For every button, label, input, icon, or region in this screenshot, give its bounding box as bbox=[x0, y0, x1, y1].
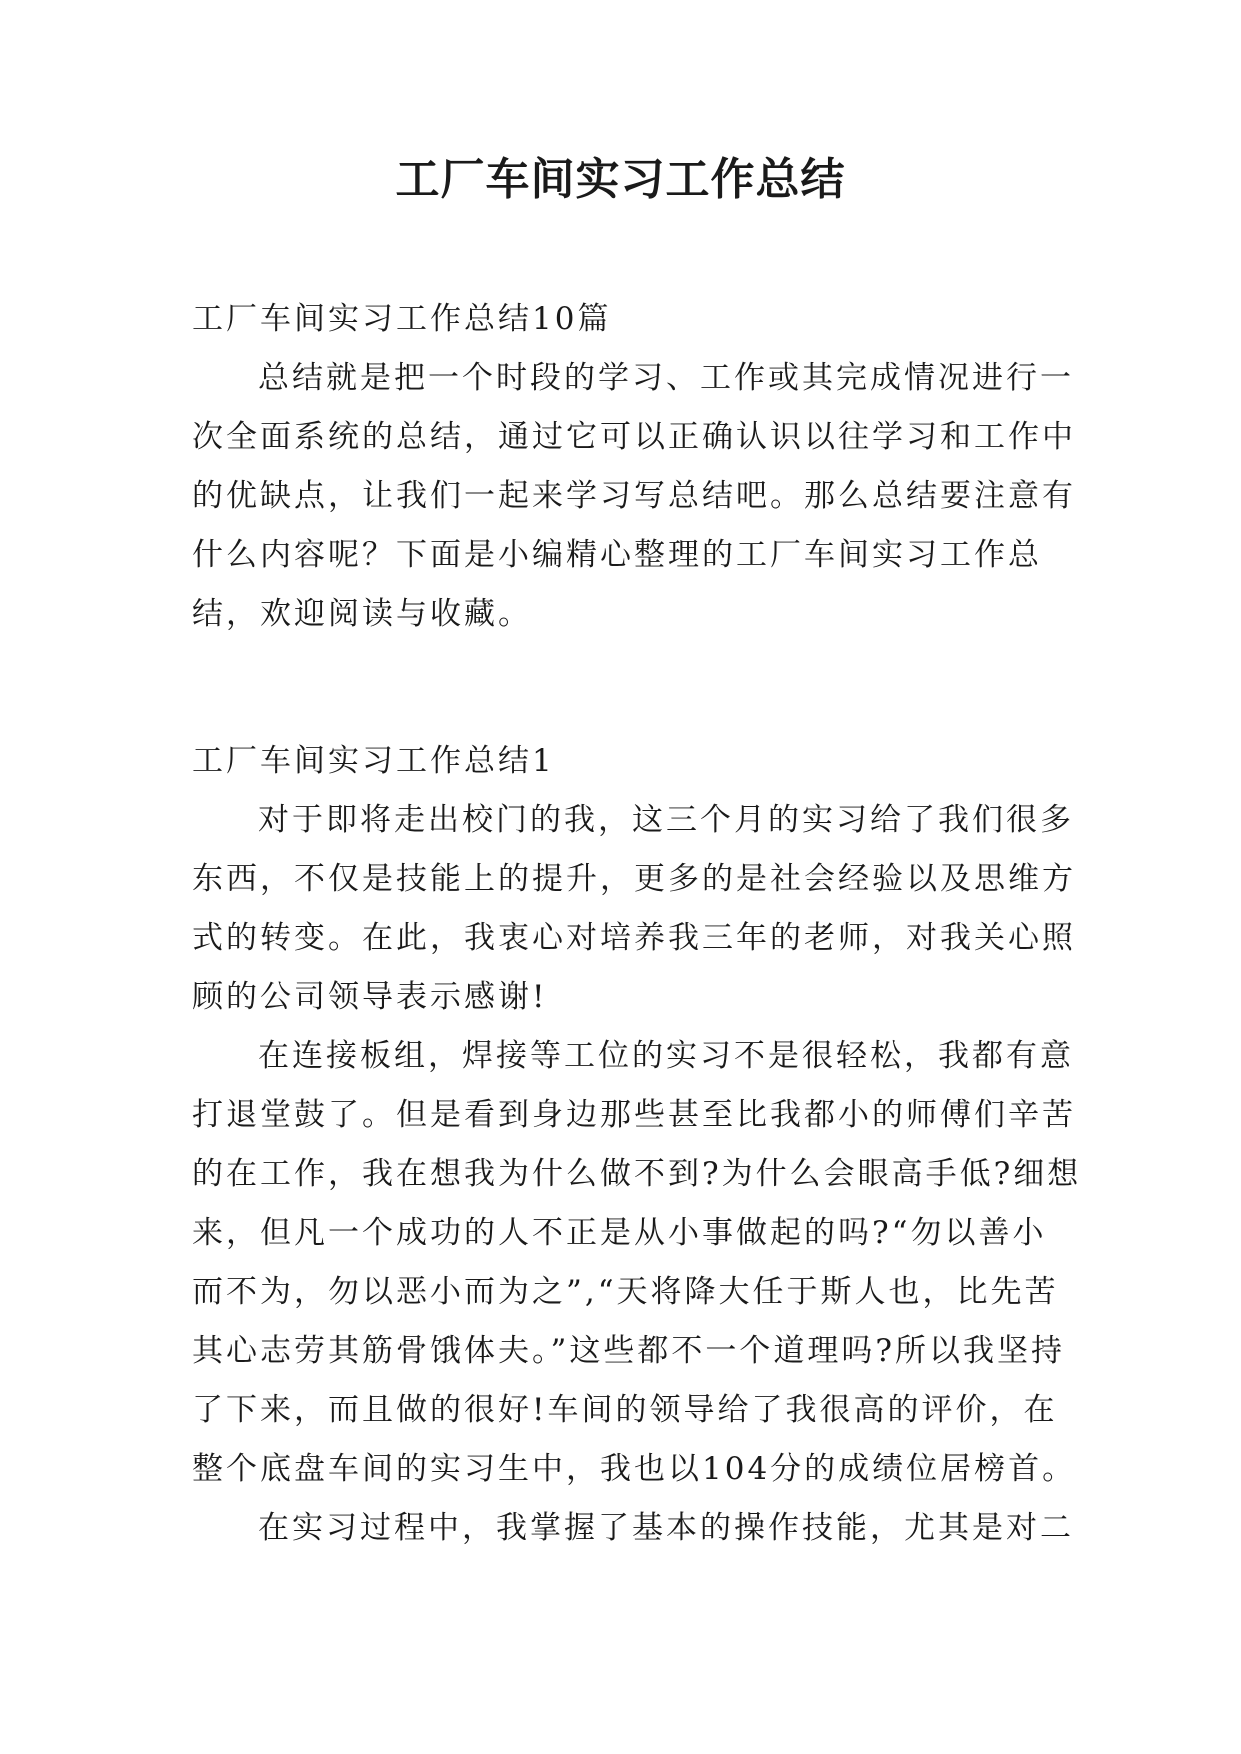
intro-paragraph bbox=[192, 349, 1076, 644]
section-heading: 工厂车间实习工作总结1 bbox=[192, 743, 555, 779]
paragraph-line: 的在工作，我在想我为什么做不到?为什么会眼高手低?细想 bbox=[192, 1156, 1082, 1192]
paragraph-2 bbox=[192, 1027, 1082, 1499]
document-title: 工厂车间实习工作总结 bbox=[395, 154, 846, 205]
paragraph-line: 在实习过程中，我掌握了基本的操作技能，尤其是对二 bbox=[258, 1510, 1074, 1546]
intro-line: 什么内容呢？下面是小编精心整理的工厂车间实习工作总 bbox=[192, 537, 1042, 573]
paragraph-line: 对于即将走出校门的我，这三个月的实习给了我们很多 bbox=[258, 802, 1074, 838]
intro-line: 总结就是把一个时段的学习、工作或其完成情况进行一 bbox=[258, 360, 1074, 396]
paragraph-line: 在连接板组，焊接等工位的实习不是很轻松，我都有意 bbox=[258, 1038, 1074, 1074]
paragraph-line: 而不为，勿以恶小而为之”,“天将降大任于斯人也，比先苦 bbox=[192, 1274, 1059, 1310]
paragraph-3 bbox=[192, 1499, 1074, 1558]
paragraph-line: 打退堂鼓了。但是看到身边那些甚至比我都小的师傅们辛苦 bbox=[192, 1097, 1076, 1133]
intro-line: 次全面系统的总结，通过它可以正确认识以往学习和工作中 bbox=[192, 419, 1076, 455]
paragraph-line: 来，但凡一个成功的人不正是从小事做起的吗?“勿以善小 bbox=[192, 1215, 1047, 1251]
paragraph-line: 顾的公司领导表示感谢! bbox=[192, 979, 548, 1015]
document-body bbox=[192, 290, 1082, 1558]
paragraph-line: 东西，不仅是技能上的提升，更多的是社会经验以及思维方 bbox=[192, 861, 1076, 897]
document-subtitle: 工厂车间实习工作总结10篇 bbox=[192, 301, 612, 337]
paragraph-line: 式的转变。在此，我衷心对培养我三年的老师，对我关心照 bbox=[192, 920, 1076, 956]
paragraph-line: 整个底盘车间的实习生中，我也以104分的成绩位居榜首。 bbox=[192, 1451, 1077, 1487]
paragraph-1 bbox=[192, 791, 1076, 1027]
intro-line: 结，欢迎阅读与收藏。 bbox=[192, 596, 532, 632]
intro-line: 的优缺点，让我们一起来学习写总结吧。那么总结要注意有 bbox=[192, 478, 1076, 514]
paragraph-line: 其心志劳其筋骨饿体夫。”这些都不一个道理吗?所以我坚持 bbox=[192, 1333, 1065, 1369]
paragraph-line: 了下来，而且做的很好!车间的领导给了我很高的评价，在 bbox=[192, 1392, 1058, 1428]
section-spacer bbox=[192, 644, 1062, 732]
